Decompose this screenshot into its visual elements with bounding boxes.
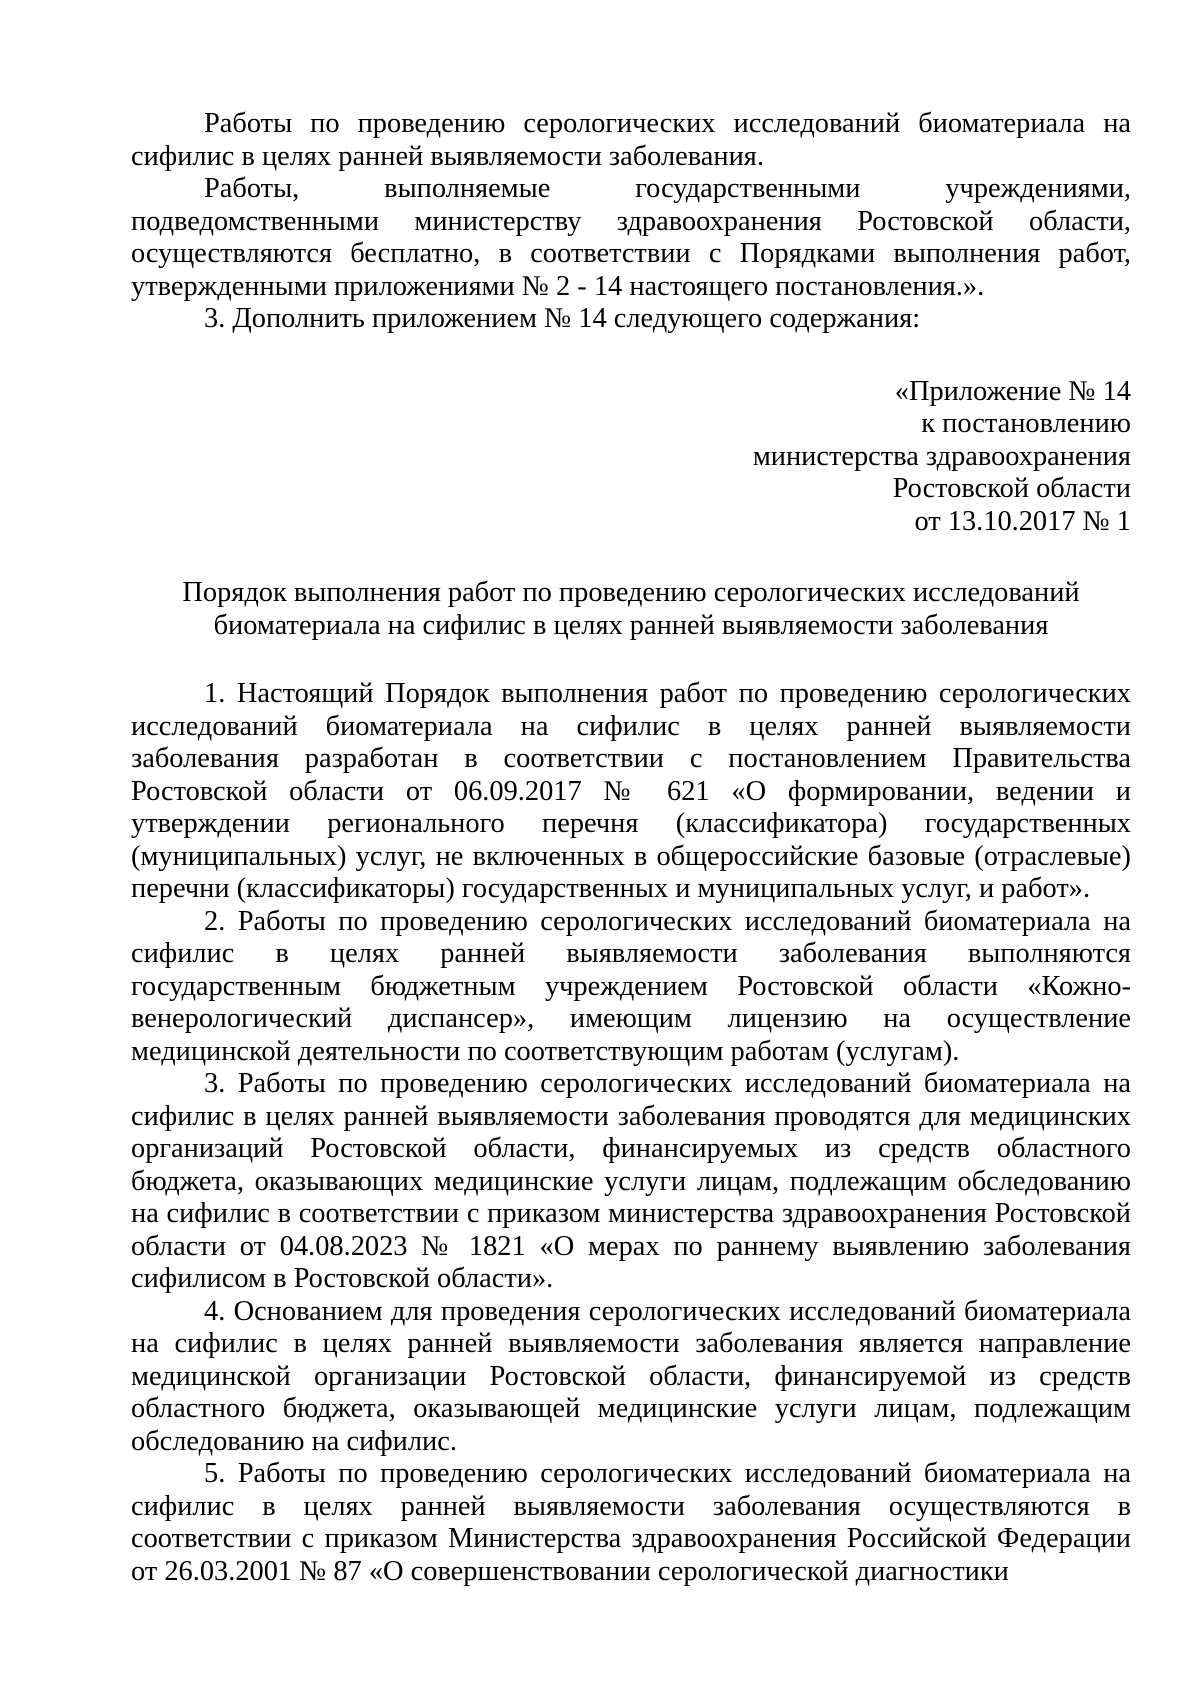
appendix-line-2: к постановлению <box>921 408 1131 439</box>
item-2: 2. Работы по проведению серологических исследований биоматериала на сифилис в целях ранней выявляемости заболевания выполняются государственным бюджетным учреждением Ростовской области «Кожно-венерологический диспансер», имеющим лицензию на осуществление медицинской деятельности по соответствующим работам (услугам). <box>131 905 1131 1067</box>
appendix-line-1: «Приложение № 14 <box>894 375 1131 407</box>
document-title <box>131 577 1131 642</box>
document-page <box>131 108 1131 1588</box>
item-4: 4. Основанием для проведения серологических исследований биоматериала на сифилис в целях ранней выявляемости заболевания является направление медицинской организации Ростовской области, финансируемой из средств областного бюджета, оказывающей медицинские услуги лицам, подлежащим обследованию на сифилис. <box>131 1295 1131 1457</box>
appendix-line-3: министерства здравоохранения <box>752 440 1131 472</box>
item-3: 3. Работы по проведению серологических исследований биоматериала на сифилис в целях ранней выявляемости заболевания проводятся для медицинских организаций Ростовской области, финансируемых из средств областного бюджета, оказывающих медицинские услуги лицам, подлежащим обследованию на сифилис в соответствии с приказом министерства здравоохранения Ростовской области от 04.08.2023 № 1821 «О мерах по раннему выявлению заболевания сифилисом в Ростовской области». <box>131 1068 1131 1294</box>
intro-paragraph-1: Работы по проведению серологических исследований биоматериала на сифилис в целях ранней выявляемости заболевания. <box>131 108 1131 172</box>
intro-paragraph-2: Работы, выполняемые государственными учреждениями, подведомственными министерству здравоохранения Ростовской области, осуществляются бесплатно, в соответствии с Порядками выполнения работ, утвержденными приложениями № 2 - 14 настоящего постановления.». <box>131 173 1131 302</box>
appendix-header <box>131 376 1131 539</box>
item-5: 5. Работы по проведению серологических исследований биоматериала на сифилис в целях ранней выявляемости заболевания осуществляются в соответствии с приказом Министерства здравоохранения Российской Федерации от 26.03.2001 № 87 «О совершенствовании серологической диагностики <box>131 1458 1131 1587</box>
appendix-line-5: от 13.10.2017 № 1 <box>914 505 1131 537</box>
intro-paragraph-3: 3. Дополнить приложением № 14 следующего содержания: <box>204 303 921 334</box>
title-line-1: Порядок выполнения работ по проведению серологических исследований <box>182 577 1080 608</box>
item-1: 1. Настоящий Порядок выполнения работ по проведению серологических исследований биоматериала на сифилис в целях ранней выявляемости заболевания разработан в соответствии с постановлением Правительства Ростовской области от 06.09.2017 № 621 «О формировании, ведении и утверждении регионального перечня (классификатора) государственных (муниципальных) услуг, не включенных в общероссийские базовые (отраслевые) перечни (классификаторы) государственных и муниципальных услуг, и работ». <box>131 678 1131 904</box>
title-line-2: биоматериала на сифилис в целях ранней выявляемости заболевания <box>213 609 1049 641</box>
appendix-line-4: Ростовской области <box>892 473 1131 504</box>
